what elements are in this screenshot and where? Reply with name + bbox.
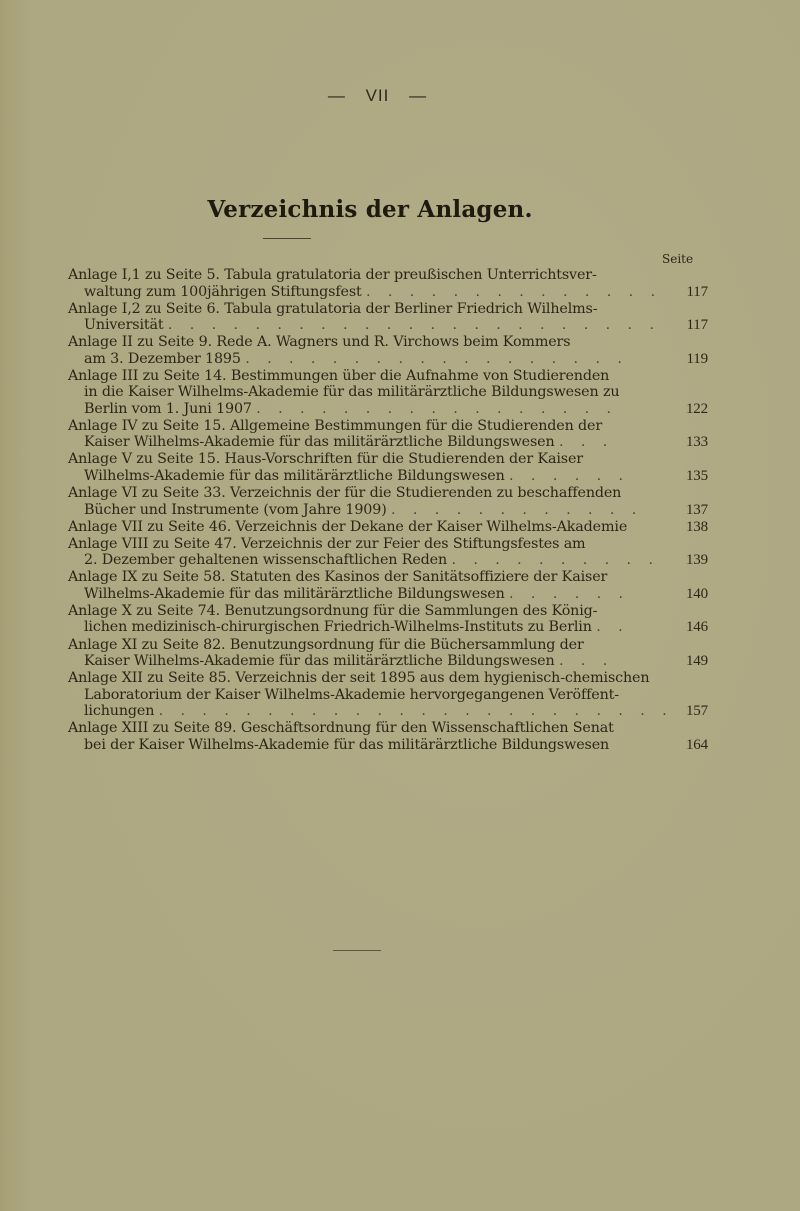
leader-dots: . . . . . . . . . . . . . . . . . . . . . . . (167, 317, 661, 334)
leader-dots: . . (596, 619, 630, 636)
toc-entry-heading (68, 637, 693, 654)
toc-entry-heading (68, 603, 693, 620)
toc-page-number: 146 (685, 619, 708, 636)
toc-entry-text: in die Kaiser Wilhelms-Akademie für das militärärztliche Bildungswesen zu (84, 384, 620, 401)
toc-page-number: 137 (685, 501, 708, 518)
page-number (0, 86, 755, 106)
toc-page-number: 157 (685, 703, 708, 720)
toc-entry-text: Anlage XI zu Seite 82. Benutzungsordnung für die Büchersammlung der (68, 636, 584, 653)
toc-entry-text: Anlage I,1 zu Seite 5. Tabula gratulatoria der preußischen Unterrichtsver- (68, 267, 597, 283)
toc-entry-text: bei der Kaiser Wilhelms-Akademie für das militärärztliche Bildungswesen (84, 736, 610, 753)
leader-dots: . . . (558, 434, 614, 451)
dash-right: — (409, 86, 428, 105)
toc-entry-text: Anlage V zu Seite 15. Haus-Vorschriften für die Studierenden der Kaiser (68, 451, 583, 468)
toc-page-number: 122 (685, 400, 708, 417)
toc-entry-heading (68, 485, 693, 502)
toc-page-number: 140 (685, 585, 708, 602)
toc-entry-text: Kaiser Wilhelms-Akademie für das militärärztliche Bildungswesen (84, 434, 555, 451)
toc-entry (68, 535, 708, 569)
toc-entry-heading (68, 418, 693, 435)
toc-entry-text: Anlage IV zu Seite 15. Allgemeine Bestimmungen für die Studierenden der (68, 417, 603, 434)
toc-page-number: 139 (685, 552, 708, 569)
toc-page-number: 149 (685, 653, 708, 670)
toc-entry-text: waltung zum 100jährigen Stiftungsfest (84, 283, 362, 300)
toc-entry-heading (68, 301, 693, 318)
toc-entry-heading (68, 451, 693, 468)
toc-entry-continuation (68, 586, 693, 603)
leader-dots: . . . . . . . . . . . . . . (366, 283, 662, 300)
toc-entry-text: Anlage XIII zu Seite 89. Geschäftsordnung für den Wissenschaftlichen Senat (68, 720, 614, 737)
toc-entry-text: Anlage II zu Seite 9. Rede A. Wagners und R. Virchows beim Kommers (68, 334, 571, 351)
leader-dots: . . . (558, 653, 614, 670)
leader-dots: . . . . . . (509, 585, 630, 602)
leader-dots: . . . . . . . . . . . . . . . . . . . . . . . . (158, 703, 674, 720)
toc-page-number: 117 (686, 317, 708, 334)
toc-entry-heading (68, 536, 693, 553)
toc-entry-continuation (68, 687, 693, 704)
toc-entry-continuation (68, 434, 693, 451)
table-of-contents (68, 267, 708, 754)
page-column-label: Seite (662, 252, 694, 266)
toc-entry-text: Anlage VI zu Seite 33. Verzeichnis der für die Studierenden zu beschaffenden (68, 485, 622, 502)
toc-entry-continuation (68, 552, 693, 569)
toc-entry-text: Wilhelms-Akademie für das militärärztliche Bildungswesen (84, 585, 505, 602)
toc-entry (68, 518, 708, 536)
leader-dots: . . . . . . . . . . . . . . . . . . (245, 350, 629, 367)
toc-entry-heading (68, 519, 693, 536)
toc-entry-text: Anlage IX zu Seite 58. Statuten des Kasinos der Sanitätsoffiziere der Kaiser (68, 569, 608, 586)
toc-entry-continuation (68, 737, 693, 754)
page-number-value: VII (365, 86, 390, 105)
toc-entry-heading (68, 334, 693, 351)
toc-entry-continuation (68, 502, 693, 519)
toc-entry-continuation (68, 284, 693, 301)
toc-entry-text: Bücher und Instrumente (vom Jahre 1909) (84, 501, 387, 518)
toc-entry-heading (68, 368, 693, 385)
toc-entry-text: lichen medizinisch-chirurgischen Friedrich-Wilhelms-Instituts zu Berlin (84, 619, 592, 636)
toc-entry (68, 670, 708, 720)
toc-entry-heading (68, 569, 693, 586)
toc-entry (68, 602, 708, 636)
toc-entry-text: Anlage VII zu Seite 46. Verzeichnis der Dekane der Kaiser Wilhelms-Akademie (68, 518, 628, 535)
title-divider (263, 238, 311, 239)
toc-entry-heading (68, 670, 693, 687)
leader-dots: . . . . . . . . . . (451, 552, 660, 569)
toc-entry (68, 367, 708, 418)
toc-entry (68, 267, 708, 300)
toc-entry-continuation (68, 384, 693, 401)
toc-entry-text: Laboratorium der Kaiser Wilhelms-Akademie hervorgegangenen Veröffent- (84, 686, 619, 703)
toc-entry (68, 451, 708, 484)
toc-entry (68, 485, 708, 518)
toc-entry-text: Berlin vom 1. Juni 1907 (84, 400, 252, 417)
toc-entry-text: Anlage VIII zu Seite 47. Verzeichnis der zur Feier des Stiftungsfestes am (68, 535, 586, 552)
toc-entry (68, 334, 708, 367)
toc-entry-continuation (68, 317, 693, 334)
toc-entry-continuation (68, 703, 693, 720)
toc-entry (68, 636, 708, 670)
toc-entry-text: Wilhelms-Akademie für das militärärztliche Bildungswesen (84, 467, 505, 484)
toc-entry-text: Anlage X zu Seite 74. Benutzungsordnung für die Sammlungen des König- (68, 602, 598, 619)
leader-dots: . . . . . . . . . . . . . . . . . (256, 400, 618, 417)
toc-page-number: 117 (686, 283, 708, 300)
toc-entry-text: Universität (84, 317, 164, 334)
toc-entry-continuation (68, 351, 693, 368)
toc-entry-text: lichungen (84, 703, 155, 720)
toc-entry-text: Anlage I,2 zu Seite 6. Tabula gratulatoria der Berliner Friedrich Wilhelms- (68, 300, 598, 317)
toc-page-number: 133 (685, 434, 708, 451)
toc-page-number: 164 (685, 736, 708, 753)
toc-entry-heading (68, 267, 693, 284)
dash-left: — (327, 86, 346, 105)
toc-page-number: 135 (685, 467, 708, 484)
toc-entry-text: am 3. Dezember 1895 (84, 350, 241, 367)
toc-entry-continuation (68, 619, 693, 636)
toc-entry-text: 2. Dezember gehaltenen wissenschaftlichen Reden (84, 552, 448, 569)
leader-dots: . . . . . . (509, 467, 630, 484)
toc-entry (68, 300, 708, 334)
toc-entry-text: Anlage III zu Seite 14. Bestimmungen über die Aufnahme von Studierenden (68, 367, 610, 384)
toc-entry-continuation (68, 468, 693, 485)
toc-entry (68, 569, 708, 602)
toc-entry (68, 720, 708, 753)
toc-entry-continuation (68, 401, 693, 418)
toc-entry-continuation (68, 653, 693, 670)
toc-page-number: 138 (685, 518, 708, 535)
page-title: Verzeichnis der Anlagen. (207, 196, 533, 223)
toc-entry (68, 417, 708, 451)
toc-entry-text: Anlage XII zu Seite 85. Verzeichnis der seit 1895 aus dem hygienisch-chemischen (68, 670, 650, 687)
leader-dots: . . . . . . . . . . . . (391, 501, 643, 518)
end-divider (333, 950, 381, 951)
toc-entry-text: Kaiser Wilhelms-Akademie für das militärärztliche Bildungswesen (84, 653, 555, 670)
toc-entry-heading (68, 720, 693, 737)
toc-page-number: 119 (686, 350, 708, 367)
